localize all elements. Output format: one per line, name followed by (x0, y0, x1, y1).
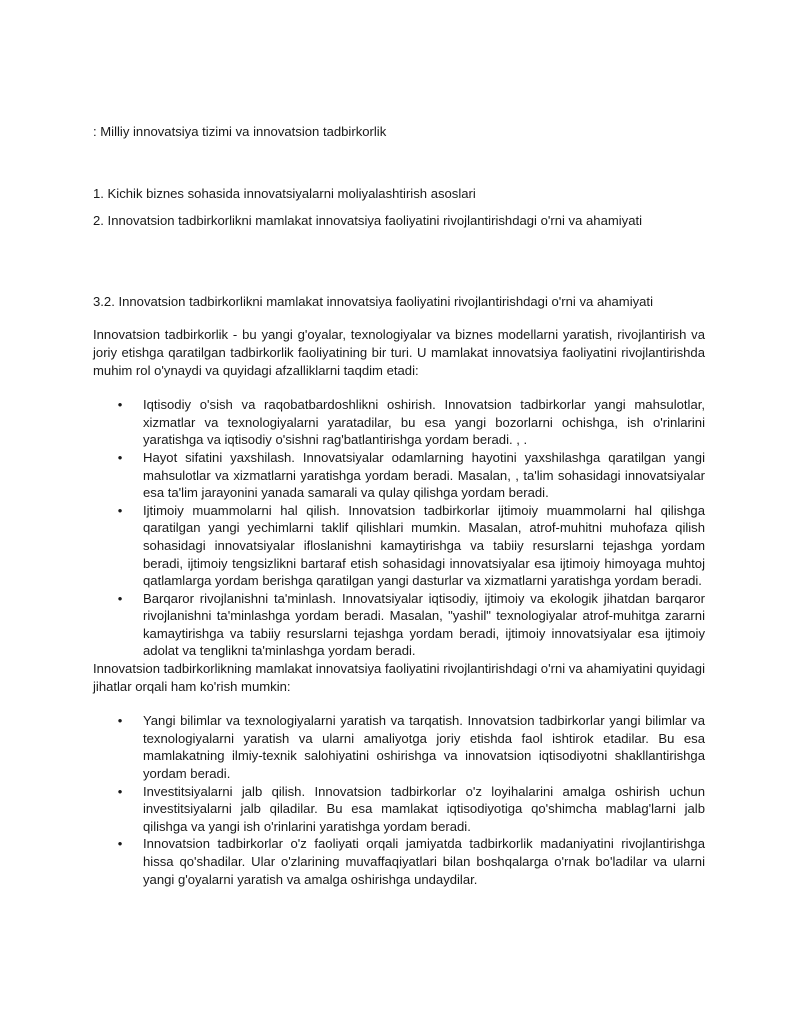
aspects-list (93, 712, 705, 888)
list-item (93, 502, 705, 590)
list-item (93, 590, 705, 660)
list-item (93, 835, 705, 888)
list-item-text: Yangi bilimlar va texnologiyalarni yaratish va tarqatish. Innovatsion tadbirkorlar yangi bilimlar va texnologiyalarni yaratish va ularni amaliyotga joriy etishda faol ishtirok etadilar. Bu esa mamlakatning ilmiy-texnik salohiyatini oshirishga va innovatsion iqtisodiyotni shakllantirishga yordam beradi. (143, 713, 705, 782)
list-item-text: Iqtisodiy o'sish va raqobatbardoshlikni oshirish. Innovatsion tadbirkorlar yangi mahsulotlar, xizmatlar va texnologiyalarni yaratadilar, bu esa yangi bozorlarni ochishga, ish o'rinlarini yaratishga va iqtisodiy o'sishni rag'batlantirishga yordam beradi. , . (143, 397, 705, 448)
advantages-list (93, 396, 705, 660)
list-item-text: Innovatsion tadbirkorlar o'z faoliyati orqali jamiyatda tadbirkorlik madaniyatini rivojlantirishga hissa qo'shadilar. Ular o'zlarining muvaffaqiyatlari bilan boshqalarga o'rnak bo'ladilar va ularni yangi g'oyalarni yaratish va amalga oshirishga undaydilar. (143, 836, 705, 887)
list-item (93, 783, 705, 836)
section-heading: 3.2. Innovatsion tadbirkorlikni mamlakat innovatsiya faoliyatini rivojlantirishdagi o'rni va ahamiyati (93, 293, 653, 309)
bullet-icon: • (117, 449, 123, 465)
list-item (93, 712, 705, 782)
toc-item-2: 2. Innovatsion tadbirkorlikni mamlakat innovatsiya faoliyatini rivojlantirishdagi o'rni va ahamiyati (93, 213, 643, 229)
bullet-icon: • (117, 713, 123, 729)
document-title: : Milliy innovatsiya tizimi va innovatsion tadbirkorlik (93, 124, 387, 139)
list-item-text: Hayot sifatini yaxshilash. Innovatsiyalar odamlarning hayotini yaxshilashga qaratilgan yangi mahsulotlar va xizmatlarni yaratishga yordam beradi. Masalan, , ta'lim sohasidagi innovatsiyalar esa ta'lim jarayonini yanada samarali va qulay qilishga yordam beradi. (143, 449, 705, 501)
list-item-text: Ijtimoiy muammolarni hal qilish. Innovatsion tadbirkorlar ijtimoiy muammolarni hal qilishga qaratilgan yangi yechimlarni taklif qilishlari mumkin. Masalan, atrof-muhitni muhofaza qilish sohasidagi innovatsiyalar ifloslanishni kamaytirishga va tabiiy resurslarni tejashga yordam beradi, ijtimoiy tengsizlikni bartaraf etish sohasidagi innovatsiyalar esa ijtimoiy himoyaga muhtoj qatlamlarga yordam berishga qaratilgan yangi dasturlar va xizmatlarni yaratishga yordam beradi. (143, 502, 705, 589)
second-paragraph: Innovatsion tadbirkorlikning mamlakat innovatsiya faoliyatini rivojlantirishdagi o'rni va ahamiyatini quyidagi jihatlar orqali ham ko'rish mumkin: (93, 661, 705, 694)
toc-item-1: 1. Kichik biznes sohasida innovatsiyalarni moliyalashtirish asoslari (93, 185, 476, 201)
list-item-text: Investitsiyalarni jalb qilish. Innovatsion tadbirkorlar o'z loyihalarini amalga oshirish uchun investitsiyalarni jalb qiladilar. Bu esa mamlakat iqtisodiyotiga qo'shimcha mablag'larni jalb qilishga va yangi ish o'rinlarini yaratishga yordam beradi. (143, 783, 705, 834)
list-item-text: Barqaror rivojlanishni ta'minlash. Innovatsiyalar iqtisodiy, ijtimoiy va ekologik jihatdan barqaror rivojlanishni ta'minlashga yordam beradi. Masalan, "yashil" texnologiyalar atrof-muhitga zararni kamaytirishga va tabiiy resurslarni tejashga yordam beradi, ijtimoiy innovatsiyalar esa ijtimoiy adolat va tenglikni ta'minlashga yordam beradi. (143, 590, 705, 659)
bullet-icon: • (117, 502, 123, 518)
bullet-icon: • (117, 783, 123, 799)
bullet-icon: • (117, 397, 123, 413)
bullet-icon: • (117, 836, 123, 852)
document-body (93, 123, 705, 888)
intro-paragraph: Innovatsion tadbirkorlik - bu yangi g'oyalar, texnologiyalar va biznes modellarni yaratish, rivojlantirish va joriy etishga qaratilgan tadbirkorlik faoliyatining bir turi. U mamlakat innovatsiya faoliyatini rivojlantirishda muhim rol o'ynaydi va quyidagi afzalliklarni taqdim etadi: (93, 327, 705, 378)
bullet-icon: • (117, 590, 123, 606)
list-item (93, 396, 705, 449)
list-item (93, 449, 705, 502)
